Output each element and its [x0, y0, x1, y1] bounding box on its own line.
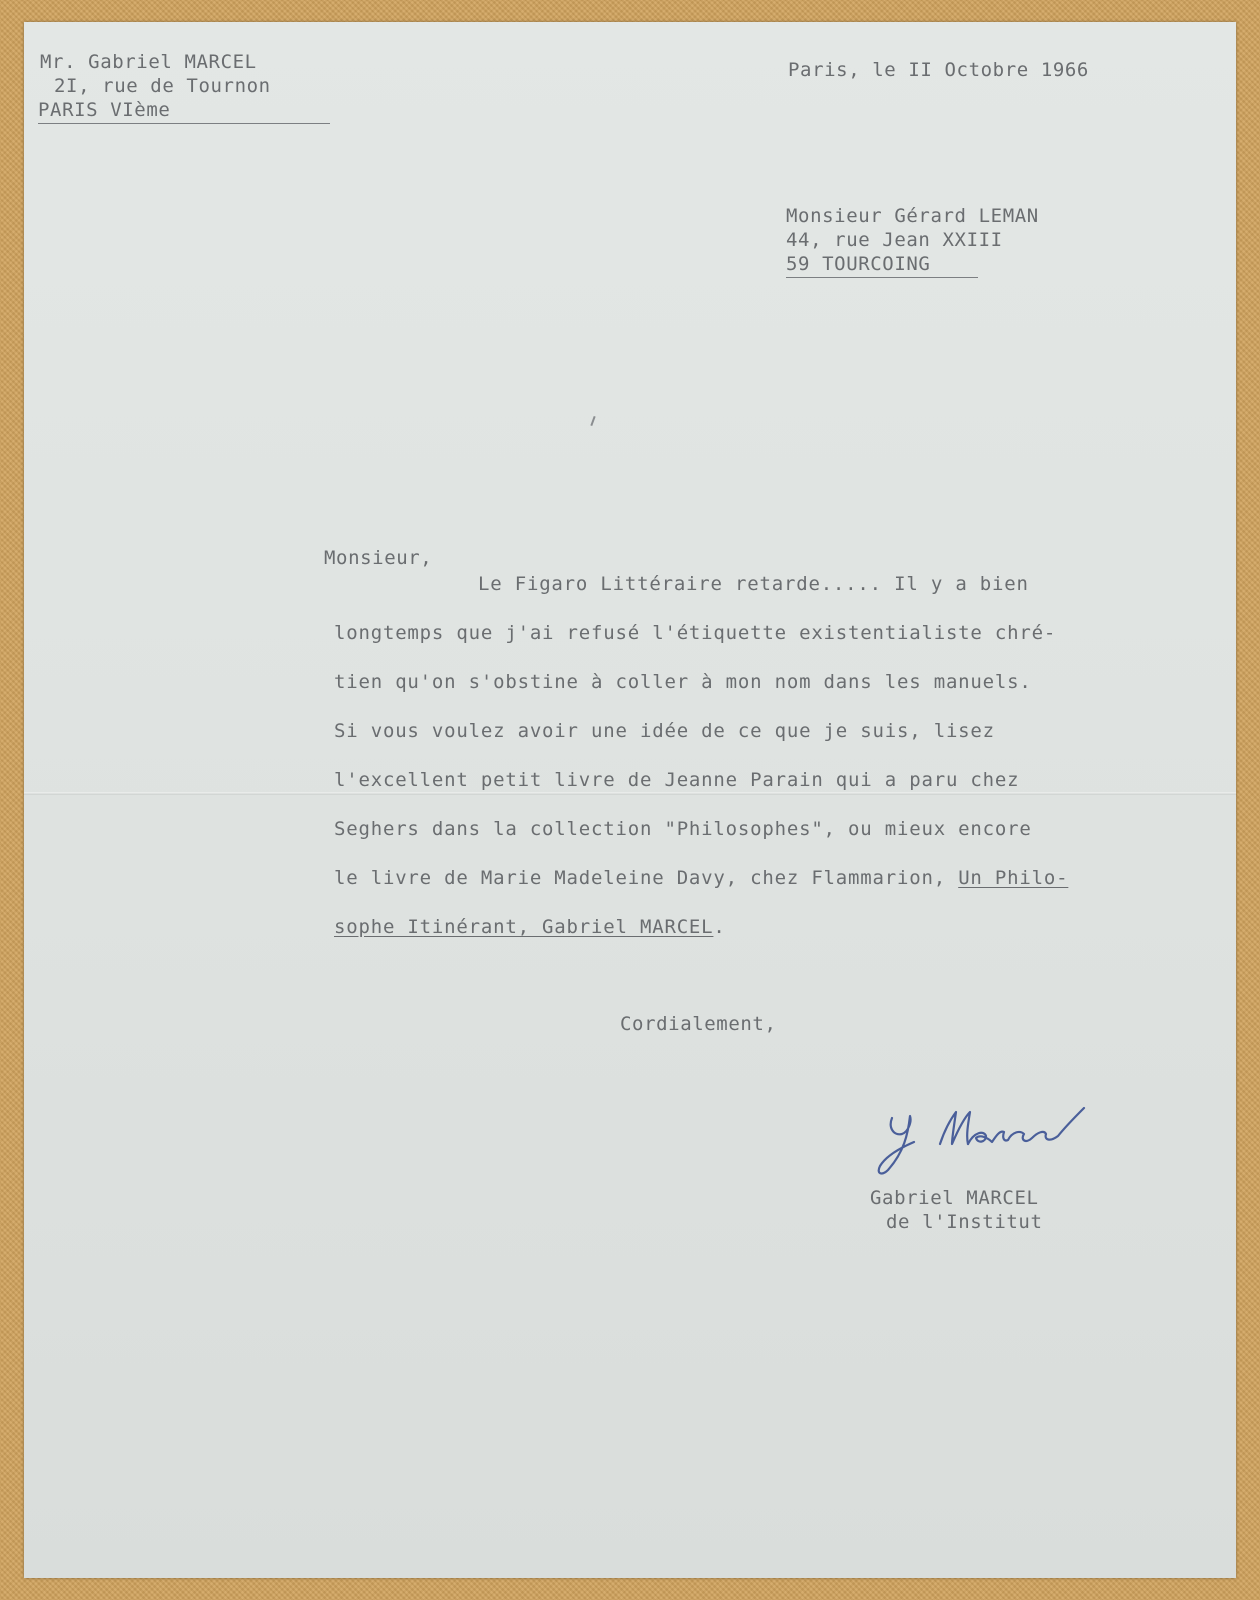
body-line-2: longtemps que j'ai refusé l'étiquette existentialiste chré- — [334, 622, 1057, 644]
body-line-8-period: . — [713, 916, 726, 938]
book-title-part-2: sophe Itinérant, Gabriel MARCEL — [334, 916, 714, 938]
letter-body — [334, 560, 1214, 952]
book-title-part-1: Un Philo- — [958, 867, 1069, 889]
sender-name: Mr. Gabriel MARCEL — [40, 51, 257, 73]
handwritten-signature — [864, 1082, 1124, 1192]
body-line-6: Seghers dans la collection "Philosophes", ou mieux encore — [334, 818, 1032, 840]
date-line: Paris, le II Octobre 1966 — [788, 59, 1089, 81]
body-line-1: Le Figaro Littéraire retarde..... Il y a bien — [478, 573, 1029, 595]
body-line-7 — [334, 854, 1214, 903]
letter-sheet — [24, 22, 1236, 1578]
sender-street: 2I, rue de Tournon — [54, 75, 271, 97]
recipient-underline — [786, 277, 978, 278]
recipient-name: Monsieur Gérard LEMAN — [786, 205, 1039, 227]
body-line-4: Si vous voulez avoir une idée de ce que je suis, lisez — [334, 720, 995, 742]
body-line-5: l'excellent petit livre de Jeanne Parain qui a paru chez — [334, 769, 1020, 791]
recipient-street: 44, rue Jean XXIII — [786, 229, 1003, 251]
sender-underline — [38, 123, 330, 124]
sender-city: PARIS VIème — [38, 99, 171, 121]
recipient-city: 59 TOURCOING — [786, 253, 931, 275]
body-line-7-text: le livre de Marie Madeleine Davy, chez Flammarion, — [334, 867, 959, 889]
salutation: Monsieur, — [324, 547, 433, 569]
body-line-3: tien qu'on s'obstine à coller à mon nom dans les manuels. — [334, 671, 1032, 693]
stray-mark — [590, 416, 595, 426]
signoff-name: Gabriel MARCEL — [870, 1187, 1039, 1209]
closing: Cordialement, — [620, 1013, 777, 1035]
signoff-title: de l'Institut — [886, 1211, 1043, 1233]
body-line-8 — [334, 903, 1214, 952]
